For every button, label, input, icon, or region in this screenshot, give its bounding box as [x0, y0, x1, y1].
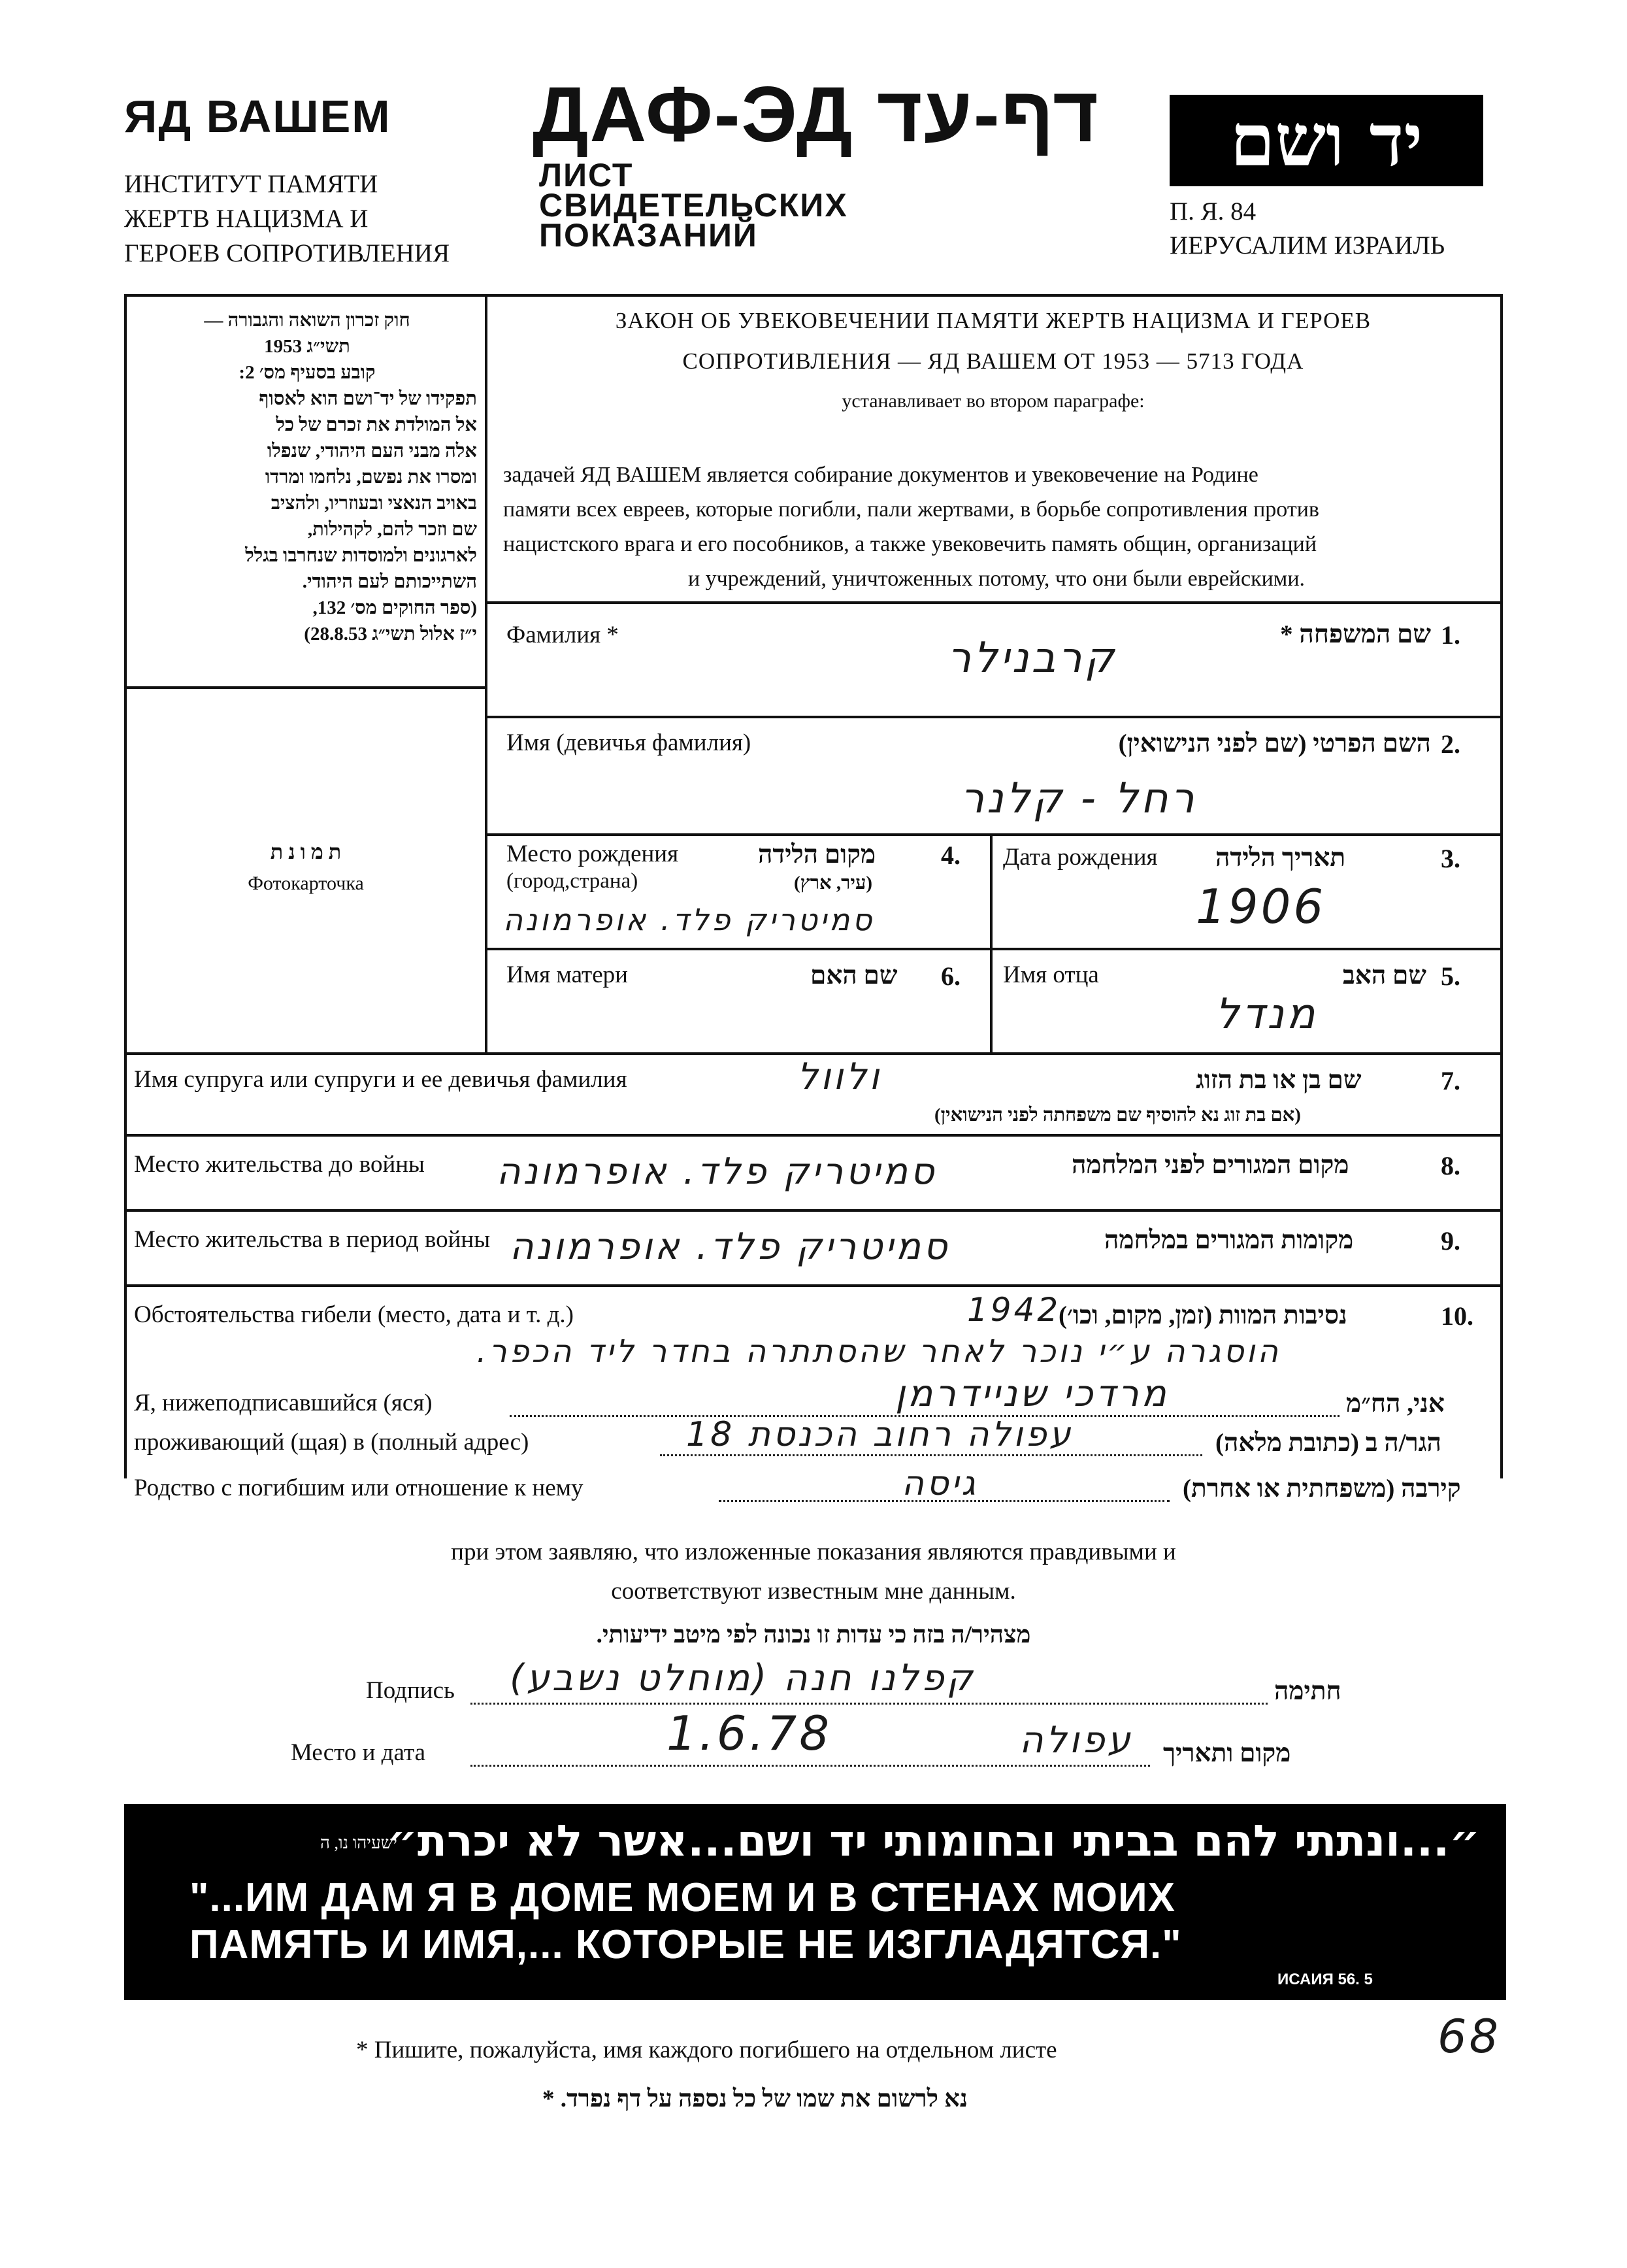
header-title — [533, 72, 1100, 157]
banner-ref: ИСАИЯ 56. 5 — [1277, 1971, 1373, 1988]
law-heb-line: (ספר החוקים מס׳ 132, — [312, 597, 477, 618]
field9-label-heb: מקומות המגורים במלחמה — [1104, 1226, 1354, 1254]
law-heb-line: תשי״ג 1953 — [264, 336, 350, 357]
field7-number: 7. — [1441, 1066, 1460, 1095]
place-value: עפולה — [1019, 1719, 1133, 1761]
field9-number: 9. — [1441, 1226, 1460, 1256]
field3-label-heb: תאריך הלידה — [1215, 844, 1346, 872]
declarant-name-value: מרדכי שניידרמן — [895, 1373, 1169, 1415]
statement-heb: מצהיר/ה בזה כי עדות זו נכונה לפי מיטב ידיעותי. — [596, 1622, 1031, 1648]
law-heb-line: קובע בסעיף מס׳ 2: — [238, 362, 376, 383]
subtitle-line: СВИДЕТЕЛЬСКИХ — [539, 187, 848, 224]
field4-sublabel-heb: (עיר, ארץ) — [794, 873, 873, 893]
field6-label-ru: Имя матери — [506, 961, 628, 988]
field5-number: 5. — [1441, 961, 1460, 991]
field4-sublabel-ru: (город,страна) — [506, 869, 638, 893]
institute-line: ЖЕРТВ НАЦИЗМА И — [124, 205, 369, 233]
declarant-name-label-heb: אני, הח״מ — [1346, 1390, 1445, 1418]
banner-russian-line2: ПАМЯТЬ И ИМЯ,... КОТОРЫЕ НЕ ИЗГЛАДЯТСЯ." — [189, 1922, 1182, 1967]
header-address — [1170, 195, 1445, 263]
field3-value: 1906 — [1196, 879, 1326, 934]
declarant-name-label-ru: Я, нижеподписавшийся (яся) — [134, 1390, 433, 1416]
institute-line: ИНСТИТУТ ПАМЯТИ — [124, 170, 378, 198]
field4-label-heb: מקום הלידה — [758, 841, 876, 869]
law-heb-line: תפקידו של יד־ושם הוא לאסוף — [259, 388, 477, 409]
law-box-hebrew — [137, 307, 477, 647]
signature-label-heb: חתימה — [1274, 1677, 1341, 1705]
field5-value: מנדל — [1215, 990, 1318, 1039]
law-ru-title: СОПРОТИВЛЕНИЯ — ЯД ВАШЕМ ОТ 1953 — 5713 ГОДА — [682, 348, 1304, 374]
statement-ru — [124, 1533, 1503, 1611]
law-heb-line: י״ז אלול תשי״ג 28.8.53) — [304, 624, 477, 644]
field8-value: סמיטריק פלד. אופרמונה — [497, 1150, 937, 1193]
photo-label-russian: Фотокарточка — [248, 873, 364, 894]
page-number: 68 — [1438, 2010, 1502, 2063]
photo-label-hebrew: ת מ ו נ ת — [270, 840, 342, 863]
signature-label-ru: Подпись — [366, 1677, 455, 1704]
subtitle-line: ЛИСТ — [539, 157, 634, 193]
banner-hebrew-ref: ישעיהו נו, ה — [320, 1833, 397, 1852]
address-line: ИЕРУСАЛИМ ИЗРАИЛЬ — [1170, 231, 1445, 259]
footer-russian: * Пишите, пожалуйста, имя каждого погибшего на отдельном листе — [356, 2037, 1057, 2063]
field7-label-heb: שם בן או בת הזוג — [1196, 1066, 1362, 1094]
law-ru-line: нацистского врага и его пособников, а также увековечить память общин, организаций — [503, 532, 1317, 556]
law-heb-line: אלה מבני העם היהודי, שנפלו — [267, 441, 477, 461]
subtitle-line: ПОКАЗАНИЙ — [539, 217, 758, 254]
declarant-address-label-ru: проживающий (щая) в (полный адрес) — [134, 1429, 529, 1456]
field1-label-ru: Фамилия * — [506, 622, 619, 648]
field2-value: רחל - קלנר — [961, 775, 1197, 823]
field10-value: הוסגרה ע״י נוכר לאחר שהסתתרה בחדר ליד הכפר. — [476, 1333, 1281, 1370]
statement-line: соответствуют известным мне данным. — [611, 1578, 1016, 1605]
field4-label-ru: Место рождения — [506, 841, 679, 867]
law-ru-intro: устанавливает во втором параграфе: — [842, 390, 1145, 412]
footer-hebrew: נא לרשום את שמו של כל נספה על דף נפרד. * — [542, 2086, 968, 2112]
field2-label-heb: השם הפרטי (שם לפני הנישואין) — [1118, 729, 1431, 758]
field4-value: סמיטריק פלד. אופרמונה — [503, 902, 875, 937]
law-heb-line: באויב הנאצי ובעוזריו, ולהציב — [271, 493, 477, 514]
law-heb-line: חוק זכרון השואה והגבורה — — [204, 310, 410, 331]
field5-label-ru: Имя отца — [1003, 961, 1099, 988]
field7-value: ולוול — [797, 1056, 882, 1098]
law-heb-line: השתייכותם לעם היהודי. — [302, 571, 477, 592]
declarant-address-value: עפולה רחוב הכנסת 18 — [686, 1415, 1074, 1454]
declarant-relation-label-ru: Родство с погибшим или отношение к нему — [134, 1475, 583, 1501]
banner-russian-line1: "...ИМ ДАМ Я В ДОМЕ МОЕМ И В СТЕНАХ МОИХ — [189, 1875, 1175, 1920]
banner-hebrew: ״...ונתתי להם בביתי ובחומותי יד ושם...אשר לא יכרת״ — [386, 1816, 1480, 1866]
field9-value: סמיטריק פלד. אופרמונה — [510, 1226, 950, 1268]
title-hebrew: דף-עד — [876, 71, 1100, 158]
field8-number: 8. — [1441, 1151, 1460, 1180]
address-line: П. Я. 84 — [1170, 197, 1257, 225]
law-box-russian — [497, 301, 1490, 421]
logo-text: יד ושם — [1230, 98, 1423, 182]
field1-value: קרבנילר — [947, 634, 1117, 682]
field4-number: 4. — [941, 841, 961, 870]
field3-label-ru: Дата рождения — [1003, 844, 1158, 871]
field10-number: 10. — [1441, 1301, 1473, 1331]
law-ru-line: памяти всех евреев, которые погибли, пали жертвами, в борьбе сопротивления против — [503, 497, 1319, 522]
field7-label-ru: Имя супруга или супруги и ее девичья фамилия — [134, 1066, 627, 1093]
field1-label-heb: שם המשפחה * — [1280, 620, 1431, 648]
field8-label-heb: מקום המגורים לפני המלחמה — [1072, 1151, 1349, 1179]
field10-year: 1942 — [967, 1291, 1061, 1329]
field10-label-ru: Обстоятельства гибели (место, дата и т. д.) — [134, 1301, 574, 1328]
yad-vashem-logo — [1170, 95, 1483, 186]
signature-value: קפלנו חנה (מוחלט נשבע) — [510, 1657, 976, 1699]
statement-line: при этом заявляю, что изложенные показания являются правдивыми и — [451, 1539, 1176, 1565]
law-heb-line: לארגונים ולמוסדות שנחרבו בגלל — [245, 545, 477, 566]
date-value: 1.6.78 — [666, 1706, 832, 1761]
declarant-relation-label-heb: קירבה (משפחתית או אחרת) — [1183, 1475, 1461, 1503]
quote-banner — [124, 1804, 1506, 2000]
law-ru-body — [503, 458, 1490, 596]
field1-number: 1. — [1441, 620, 1460, 650]
law-ru-line: задачей ЯД ВАШЕМ является собирание документов и увековечение на Родине — [503, 463, 1258, 487]
field3-number: 3. — [1441, 844, 1460, 873]
field10-label-heb: נסיבות המוות (זמן, מקום, וכו׳) — [1059, 1301, 1347, 1329]
law-heb-line: ומסרו את נפשם, נלחמו ומרדו — [265, 467, 477, 488]
field2-label-ru: Имя (девичья фамилия) — [506, 729, 751, 756]
field6-number: 6. — [941, 961, 961, 991]
law-ru-line: и учреждений, уничтоженных потому, что они были еврейскими. — [687, 567, 1306, 591]
law-ru-title: ЗАКОН ОБ УВЕКОВЕЧЕНИИ ПАМЯТИ ЖЕРТВ НАЦИЗМА И ГЕРОЕВ — [615, 308, 1372, 333]
field6-label-heb: שם האם — [810, 961, 898, 990]
field9-label-ru: Место жительства в период войны — [134, 1226, 491, 1253]
field8-label-ru: Место жительства до войны — [134, 1151, 425, 1178]
title-russian: ДАФ-ЭД — [533, 71, 854, 158]
declarant-address-label-heb: הגר/ה ב (כתובת מלאה) — [1215, 1429, 1441, 1457]
law-heb-line: שם וזכר להם, לקהילות, — [307, 519, 477, 540]
field5-label-heb: שם האב — [1343, 961, 1426, 990]
institute-line: ГЕРОЕВ СОПРОТИВЛЕНИЯ — [124, 239, 450, 267]
header-institute — [124, 167, 450, 271]
field7-sublabel-heb: (אם בת זוג נא להוסיף שם משפחתה לפני הנישואין) — [934, 1105, 1301, 1126]
place-date-label-ru: Место и дата — [291, 1739, 425, 1766]
header-subtitle — [539, 157, 848, 254]
field2-number: 2. — [1441, 729, 1460, 759]
place-date-label-heb: מקום ותאריך — [1163, 1739, 1291, 1767]
declarant-relation-value: גיסה — [902, 1464, 978, 1503]
law-heb-line: אל המולדת את זכרם של כל — [276, 414, 477, 435]
header-brand-left: ЯД ВАШЕМ — [124, 91, 391, 142]
